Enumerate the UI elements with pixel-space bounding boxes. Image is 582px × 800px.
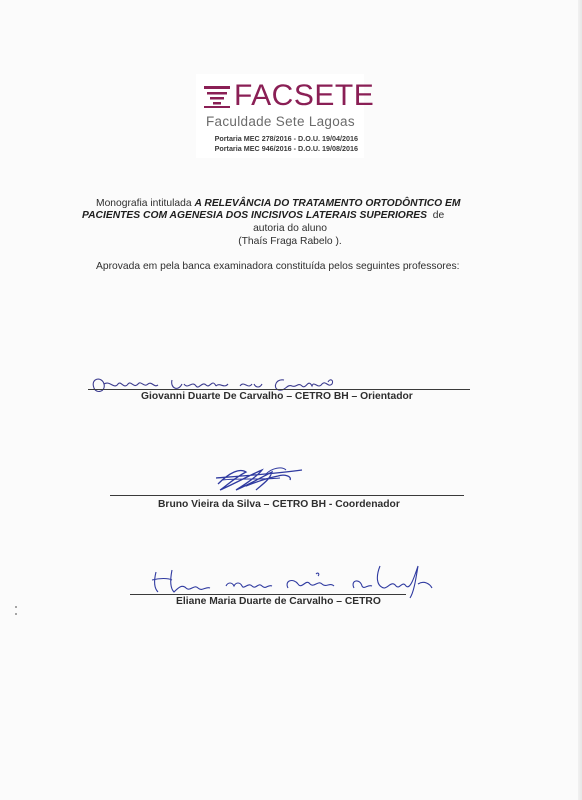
signature-name-1: Giovanni Duarte De Carvalho – CETRO BH – Orientador — [141, 391, 413, 402]
scan-speck — [15, 606, 17, 608]
signature-name-3: Eliane Maria Duarte de Carvalho – CETRO — [176, 596, 381, 607]
signature-bruno — [212, 462, 308, 494]
title-part-2: PACIENTES COM AGENESIA DOS INCISIVOS LATERAIS SUPERIORES — [82, 210, 427, 221]
logo-portaria-1: Portaria MEC 278/2016 - D.O.U. 19/04/2016 — [214, 134, 358, 143]
intro-text: Monografia intitulada — [96, 198, 192, 209]
scan-speck — [15, 613, 17, 615]
author-name: (Thaís Fraga Rabelo ). — [238, 236, 342, 247]
facsete-mark-icon — [204, 86, 230, 108]
monograph-line-2 — [80, 209, 502, 222]
facsete-logo — [196, 74, 375, 158]
de-text: de — [432, 210, 445, 221]
approval-text: Aprovada em pela banca examinadora constituída pelos seguintes professores: — [96, 261, 460, 272]
logo-portaria-2: Portaria MEC 946/2016 - D.O.U. 19/08/2016 — [214, 144, 358, 153]
logo-brand: FACSETE — [234, 79, 375, 112]
signature-line-1 — [88, 389, 470, 390]
signature-line-3 — [130, 594, 406, 595]
autoria-text: autoria do aluno — [253, 223, 327, 234]
scan-edge-shadow — [578, 0, 582, 800]
title-part-1: A RELEVÂNCIA DO TRATAMENTO ORTODÔNTICO EM — [194, 198, 461, 209]
signature-name-2: Bruno Vieira da Silva – CETRO BH - Coordenador — [158, 499, 400, 510]
logo-subtitle: Faculdade Sete Lagoas — [206, 114, 355, 129]
signature-line-2 — [110, 495, 464, 496]
